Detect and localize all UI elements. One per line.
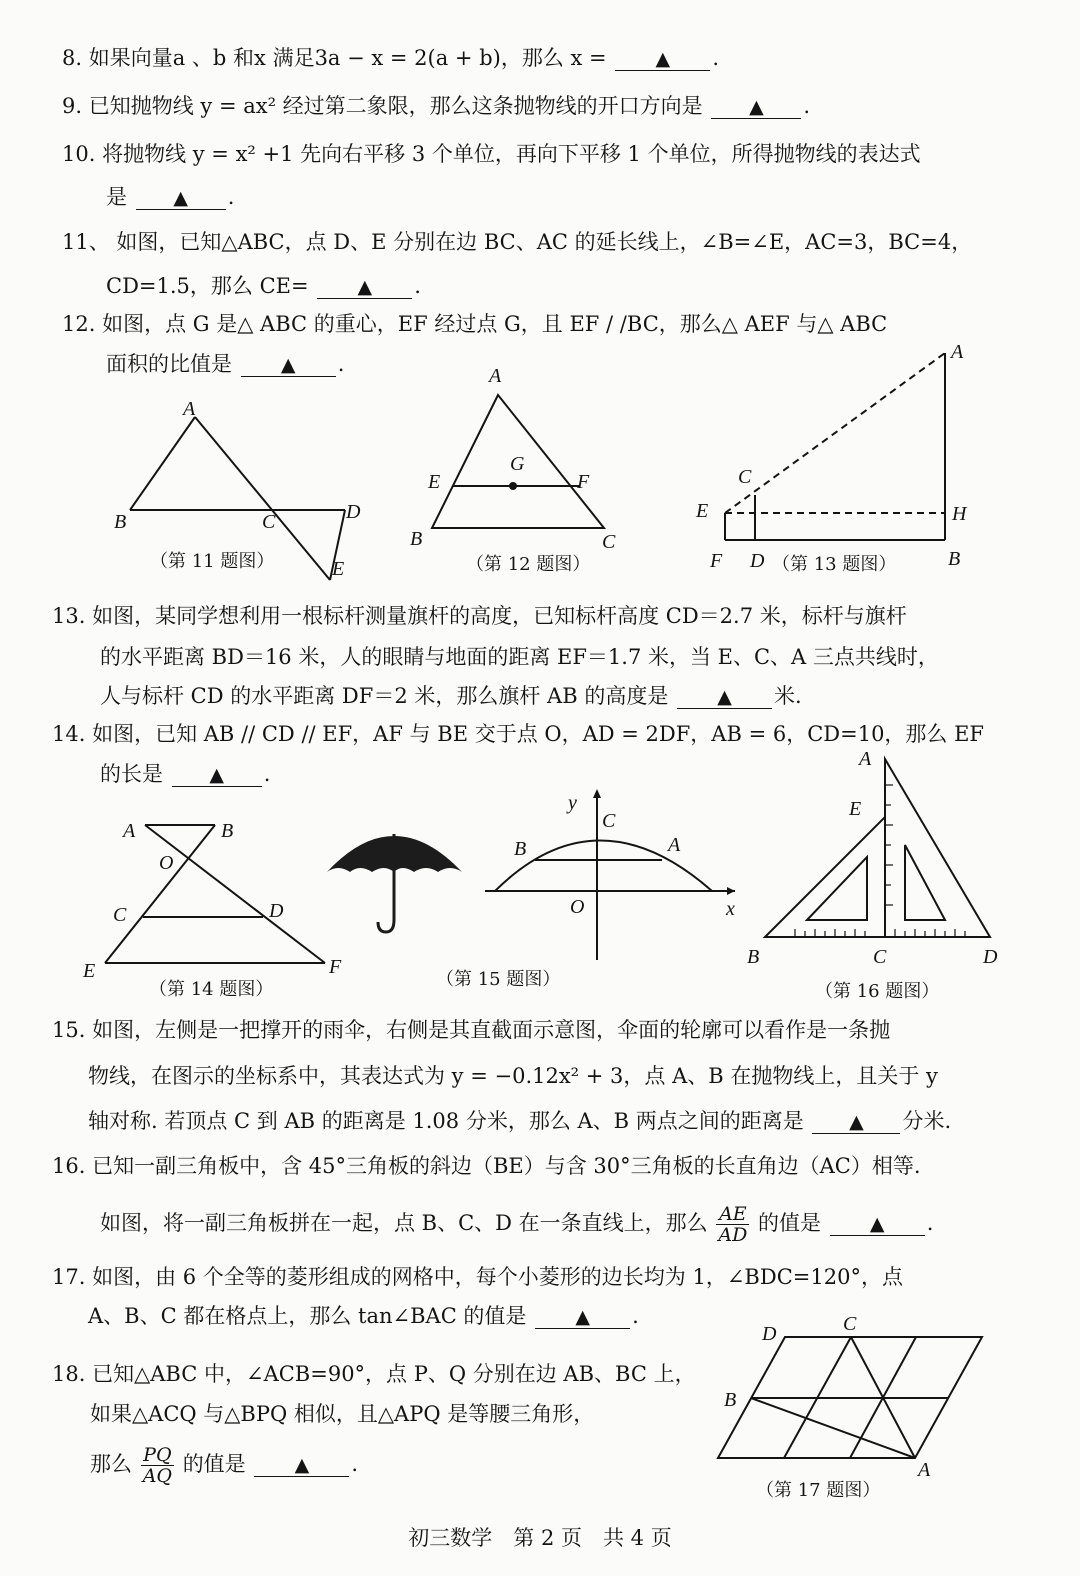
label-O: O (159, 852, 174, 874)
label-F: F (710, 550, 723, 572)
label-B: B (724, 1389, 737, 1411)
label-D: D (269, 900, 284, 922)
question-9: 9. 已知抛物线 y = ax² 经过第二象限，那么这条抛物线的开口方向是 ▲ . (62, 94, 811, 118)
caption: （第 11 题图） (150, 551, 275, 572)
label-B: B (114, 511, 127, 533)
answer-blank[interactable]: ▲ (136, 186, 226, 210)
ruler-ticks (795, 785, 965, 937)
label-A: A (859, 748, 872, 770)
label-x: x (726, 898, 735, 920)
answer-blank[interactable]: ▲ (812, 1110, 900, 1134)
label-B: B (514, 838, 527, 860)
answer-blank[interactable]: ▲ (254, 1453, 349, 1477)
figure-17 (710, 1310, 1000, 1515)
question-18: 18. 已知△ABC 中，∠ACB=90°，点 P、Q 分别在边 AB、BC 上， (52, 1362, 696, 1386)
label-A: A (951, 341, 964, 363)
question-16: 16. 已知一副三角板中，含 45°三角板的斜边（BE）与含 30°三角板的长直角边（AC）相等. (52, 1154, 921, 1178)
question-12-cont: 面积的比值是 ▲ . (106, 352, 345, 376)
label-E: E (696, 500, 709, 522)
answer-blank[interactable]: ▲ (615, 47, 710, 71)
answer-blank[interactable]: ▲ (830, 1212, 925, 1236)
caption: （第 13 题图） (772, 554, 897, 575)
page-footer: 初三数学 第 2 页 共 4 页 (408, 1526, 672, 1550)
fraction-AE-AD: $\frac{AE}{AD}$ (718, 1203, 748, 1246)
question-11: 11、 如图，已知△ABC，点 D、E 分别在边 BC、AC 的延长线上，∠B=∠E，AC=3，BC=4， (62, 230, 973, 254)
caption: （第 12 题图） (466, 554, 591, 575)
label-A: A (918, 1459, 931, 1481)
label-C: C (602, 531, 616, 553)
label-C: C (738, 466, 752, 488)
answer-blank[interactable]: ▲ (172, 763, 262, 787)
label-D: D (762, 1323, 777, 1345)
question-18-cont2: 那么 $\frac{PQ}{AQ}$ 的值是 ▲ . (90, 1444, 359, 1487)
answer-blank[interactable]: ▲ (535, 1305, 630, 1329)
label-A: A (489, 365, 502, 387)
label-E: E (332, 558, 345, 580)
question-13: 13. 如图，某同学想利用一根标杆测量旗杆的高度，已知标杆高度 CD＝2.7 米，标杆与旗杆 (52, 604, 907, 628)
label-C: C (843, 1313, 857, 1335)
label-E: E (849, 798, 862, 820)
label-A: A (668, 834, 681, 856)
question-14-cont: 的长是 ▲ . (100, 762, 271, 786)
label-O: O (570, 896, 585, 918)
question-11-cont: CD=1.5，那么 CE= ▲ . (106, 274, 421, 298)
label-A: A (123, 820, 136, 842)
label-y: y (568, 792, 577, 814)
label-A: A (183, 398, 196, 420)
umbrella-image (322, 820, 467, 940)
question-14: 14. 如图，已知 AB // CD // EF，AF 与 BE 交于点 O，AD = 2DF，AB = 6，CD=10，那么 EF (52, 722, 985, 746)
question-10: 10. 将抛物线 y = x² +1 先向右平移 3 个单位，再向下平移 1 个单位，所得抛物线的表达式 (62, 142, 921, 166)
caption: （第 16 题图） (815, 981, 940, 1002)
label-C: C (602, 810, 616, 832)
figure-11 (100, 395, 380, 585)
centroid-point (509, 482, 517, 490)
label-D: D (346, 501, 361, 523)
figure-13 (690, 335, 990, 580)
answer-blank[interactable]: ▲ (677, 685, 772, 709)
label-C: C (262, 511, 276, 533)
answer-blank[interactable]: ▲ (241, 353, 336, 377)
question-15-cont: 物线，在图示的坐标系中，其表达式为 y = −0.12x² + 3，点 A、B 在抛物线上，且关于 y (88, 1064, 938, 1088)
label-B: B (410, 528, 423, 550)
figure-15 (436, 785, 750, 995)
figure-16 (745, 745, 1010, 1007)
label-H: H (952, 503, 967, 525)
caption: （第 17 题图） (756, 1480, 881, 1501)
fraction-PQ-AQ: $\frac{PQ}{AQ}$ (142, 1444, 172, 1487)
label-D: D (750, 550, 765, 572)
label-B: B (221, 820, 234, 842)
caption: （第 14 题图） (149, 979, 274, 1000)
label-C: C (873, 946, 887, 968)
question-15: 15. 如图，左侧是一把撑开的雨伞，右侧是其直截面示意图，伞面的轮廓可以看作是一条抛 (52, 1018, 891, 1042)
label-B: B (948, 548, 961, 570)
answer-blank[interactable]: ▲ (317, 275, 412, 299)
label-F: F (577, 471, 590, 493)
label-E: E (83, 960, 96, 982)
question-17-cont: A、B、C 都在格点上，那么 tan∠BAC 的值是 ▲ . (88, 1304, 639, 1328)
question-10-cont: 是 ▲ . (106, 185, 235, 209)
question-17: 17. 如图，由 6 个全等的菱形组成的网格中，每个小菱形的边长均为 1，∠BDC=120°，点 (52, 1265, 903, 1289)
question-16-cont: 如图，将一副三角板拼在一起，点 B、C、D 在一条直线上，那么 $\frac{AE}{AD}$ 的值是 ▲ . (100, 1203, 934, 1246)
label-E: E (428, 471, 441, 493)
answer-blank[interactable]: ▲ (711, 95, 801, 119)
question-12: 12. 如图，点 G 是△ ABC 的重心，EF 经过点 G，且 EF / /BC，那么△ AEF 与△ ABC (62, 312, 888, 336)
label-D: D (983, 946, 998, 968)
question-13-cont: 的水平距离 BD＝16 米，人的眼睛与地面的距离 EF＝1.7 米，当 E、C、A 三点共线时， (100, 645, 939, 669)
label-C: C (113, 904, 127, 926)
figure-12 (400, 360, 640, 580)
label-F: F (329, 956, 342, 978)
label-B: B (747, 946, 760, 968)
question-8: 8. 如果向量a 、b 和x 满足3a − x = 2(a + b)，那么 x = ▲ . (62, 46, 720, 70)
question-13-cont2: 人与标杆 CD 的水平距离 DF＝2 米，那么旗杆 AB 的高度是 ▲ 米. (100, 684, 802, 708)
label-G: G (510, 453, 525, 475)
question-18-cont: 如果△ACQ 与△BPQ 相似，且△APQ 是等腰三角形， (90, 1402, 595, 1426)
caption: （第 15 题图） (436, 969, 561, 990)
question-15-cont2: 轴对称. 若顶点 C 到 AB 的距离是 1.08 分米，那么 A、B 两点之间的距离是 ▲ 分米. (88, 1109, 952, 1133)
